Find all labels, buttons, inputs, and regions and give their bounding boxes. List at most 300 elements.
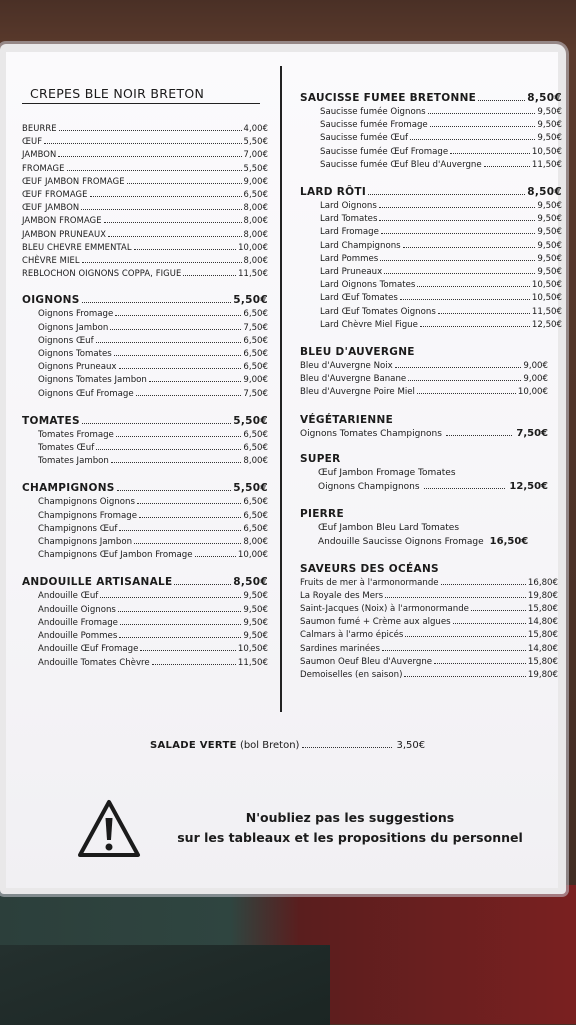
menu-item: [22, 617, 268, 630]
item-name: Champignons Œuf: [38, 523, 118, 534]
menu-item: [300, 132, 562, 145]
menu-item: [22, 510, 268, 523]
section-header: [300, 186, 562, 198]
combo-description: [300, 522, 562, 549]
menu-item: [22, 657, 268, 670]
item-price: 9,50€: [537, 201, 562, 212]
menu-item: [300, 616, 558, 629]
leader-dots: [446, 435, 512, 436]
item-name: Sardines marinées: [300, 643, 380, 654]
combo-line-1: Œuf Jambon Bleu Lard Tomates: [318, 522, 460, 533]
leader-dots: [116, 436, 242, 437]
leader-dots: [140, 650, 236, 651]
section-header: [22, 294, 268, 306]
section-name: PIERRE: [300, 507, 344, 520]
combo-price: 12,50€: [509, 480, 548, 492]
item-name: BLEU CHEVRE EMMENTAL: [22, 241, 132, 252]
column-divider: [280, 66, 282, 712]
item-name: Saumon Oeuf Bleu d'Auvergne: [300, 656, 433, 667]
item-name: Lard Pruneaux: [320, 267, 383, 278]
item-price: 11,50€: [531, 306, 562, 317]
section-header: [300, 453, 562, 465]
menu-item: [300, 159, 562, 172]
item-name: Lard Œuf Tomates Oignons: [320, 306, 436, 317]
item-name: Bleu d'Auvergne Poire Miel: [300, 387, 415, 398]
item-name: Demoiselles (en saison): [300, 670, 403, 681]
combo-line-1: Œuf Jambon Fromage Tomates: [318, 467, 456, 478]
section-name: SAUCISSE FUMEE BRETONNE: [300, 92, 477, 104]
section-items: [300, 360, 562, 400]
section-name: OIGNONS: [22, 294, 80, 307]
section-saucisse: [300, 92, 562, 172]
section-name: SAVEURS DES OCÉANS: [300, 562, 439, 575]
item-name: Bleu d'Auvergne Banane: [300, 374, 407, 385]
item-price: 8,00€: [243, 202, 268, 213]
menu-item: [300, 226, 562, 239]
item-price: 15,80€: [527, 656, 558, 667]
item-name: Oignons Tomates Jambon: [38, 375, 147, 386]
item-price: 15,80€: [527, 604, 558, 615]
section-items: [300, 200, 562, 332]
item-price: 9,50€: [537, 240, 562, 251]
menu-item: [300, 603, 558, 616]
item-price: 9,50€: [243, 591, 268, 602]
menu-item: [300, 253, 562, 266]
menu-item: [22, 630, 268, 643]
item-name: Fruits de mer à l'armonormande: [300, 577, 439, 588]
leader-dots: [478, 100, 525, 101]
menu-item: [300, 590, 558, 603]
item-price: 6,50€: [243, 189, 268, 200]
menu-item: [22, 267, 268, 280]
item-name: Calmars à l'armo épicés: [300, 630, 404, 641]
item-name: Saint-Jacques (Noix) à l'armonormande: [300, 604, 469, 615]
item-price: 10,50€: [531, 280, 562, 291]
menu-item: [22, 536, 268, 549]
menu-item: [22, 604, 268, 617]
leader-dots: [183, 275, 236, 276]
item-price: 8,00€: [243, 215, 268, 226]
base-crepes-list: [22, 122, 268, 280]
item-price: 6,50€: [243, 349, 268, 360]
item-price: 10,50€: [237, 644, 268, 655]
salad-name: SALADE VERTE: [150, 740, 237, 751]
item-price: 8,00€: [243, 228, 268, 239]
menu-item: [300, 266, 562, 279]
item-price: 10,00€: [517, 387, 548, 398]
item-name: Oignons Jambon: [38, 322, 109, 333]
leader-dots: [441, 584, 526, 585]
leader-dots: [108, 236, 241, 237]
item-name: JAMBON PRUNEAUX: [22, 228, 107, 239]
section-price: 5,50€: [233, 294, 268, 307]
leader-dots: [395, 367, 522, 368]
menu-item: [22, 188, 268, 201]
combo-text: Oignons Champignons: [318, 481, 420, 492]
leader-dots: [408, 380, 521, 381]
section-header: [300, 508, 562, 520]
item-price: 9,50€: [537, 214, 562, 225]
menu-item: [300, 119, 562, 132]
leader-dots: [403, 247, 536, 248]
item-name: Lard Œuf Tomates: [320, 293, 398, 304]
leader-dots: [368, 194, 525, 195]
item-name: REBLOCHON OIGNONS COPPA, FIGUE: [22, 268, 182, 279]
section-items: [300, 106, 562, 172]
combo-description: [300, 467, 562, 494]
section-pierre: [300, 508, 562, 549]
item-price: 6,50€: [243, 335, 268, 346]
section-oignons: [22, 294, 268, 400]
item-price: 11,50€: [237, 657, 268, 668]
item-name: Champignons Oignons: [38, 497, 135, 508]
menu-item: [300, 373, 548, 386]
item-price: 9,50€: [537, 253, 562, 264]
leader-dots: [384, 273, 535, 274]
leader-dots: [134, 249, 237, 250]
item-name: Saucisse fumée Œuf Bleu d'Auvergne: [320, 159, 482, 170]
menu-title: CREPES BLE NOIR BRETON: [22, 86, 260, 104]
item-price: 9,50€: [243, 617, 268, 628]
section-header: [300, 563, 562, 575]
item-price: 9,00€: [523, 374, 548, 385]
item-price: 10,50€: [531, 146, 562, 157]
leader-dots: [114, 355, 242, 356]
menu-item: [300, 292, 562, 305]
leader-dots: [195, 556, 236, 557]
item-name: Andouille Fromage: [38, 617, 118, 628]
menu-item: [22, 254, 268, 267]
leader-dots: [484, 166, 530, 167]
item-price: 9,50€: [243, 631, 268, 642]
menu-item: [22, 455, 268, 468]
item-price: 10,00€: [238, 241, 268, 252]
item-price: 6,50€: [243, 309, 268, 320]
item-price: 10,50€: [531, 293, 562, 304]
item-price: 12,50€: [531, 319, 562, 330]
menu-item: [300, 319, 562, 332]
section-super: [300, 453, 562, 494]
item-price: 6,50€: [243, 362, 268, 373]
menu-item: [300, 577, 558, 590]
leader-dots: [152, 664, 236, 665]
section-name: LARD RÔTI: [300, 186, 367, 199]
leader-dots: [90, 196, 242, 197]
item-price: 9,50€: [537, 267, 562, 278]
section-header: [300, 346, 562, 358]
leader-dots: [119, 637, 241, 638]
menu-item: [300, 279, 562, 292]
salad-note: (bol Breton): [239, 740, 300, 751]
leader-dots: [430, 126, 536, 127]
section-header: [22, 415, 268, 427]
leader-dots: [82, 262, 242, 263]
menu-item: [22, 214, 268, 227]
item-name: Oignons Œuf Fromage: [38, 388, 134, 399]
leader-dots: [120, 624, 241, 625]
item-name: Saucisse fumée Fromage: [320, 120, 428, 131]
leader-dots: [428, 113, 536, 114]
item-name: Tomates Œuf: [38, 443, 95, 454]
section-tomates: [22, 415, 268, 469]
leader-dots: [119, 368, 242, 369]
item-price: 11,50€: [531, 159, 562, 170]
section-items: [22, 308, 268, 400]
salad-price: 3,50€: [396, 740, 426, 751]
item-price: 7,00€: [243, 149, 268, 160]
item-name: Oignons Tomates: [38, 349, 112, 360]
item-name: ŒUF JAMBON: [22, 202, 80, 213]
leader-dots: [149, 381, 242, 382]
item-name: Saumon fumé + Crème aux algues: [300, 617, 451, 628]
leader-dots: [379, 220, 535, 221]
item-price: 6,50€: [243, 510, 268, 521]
item-name: Lard Pommes: [320, 253, 379, 264]
menu-item: [22, 590, 268, 603]
menu-item: [22, 175, 268, 188]
leader-dots: [100, 597, 241, 598]
menu-item: [22, 135, 268, 148]
item-price: 16,80€: [527, 577, 558, 588]
item-price: 6,50€: [243, 429, 268, 440]
table-background: [0, 885, 576, 1024]
section-price: 8,50€: [233, 576, 268, 589]
leader-dots: [115, 315, 241, 316]
item-name: Bleu d'Auvergne Noix: [300, 361, 393, 372]
combo-description: Oignons Tomates Champignons: [300, 428, 442, 439]
leader-dots: [110, 329, 241, 330]
combo-line-2: [318, 480, 562, 494]
leader-dots: [417, 286, 530, 287]
menu-item: [300, 629, 558, 642]
leader-dots: [453, 623, 526, 624]
leader-dots: [380, 260, 535, 261]
menu-item: [22, 388, 268, 401]
item-name: Tomates Jambon: [38, 456, 109, 467]
leader-dots: [410, 139, 535, 140]
menu-item: [300, 106, 562, 119]
leader-dots: [134, 543, 241, 544]
leader-dots: [385, 597, 526, 598]
leader-dots: [58, 156, 241, 157]
menu-item: [22, 122, 268, 135]
leader-dots: [137, 503, 241, 504]
leader-dots: [118, 611, 241, 612]
menu-item: [22, 361, 268, 374]
item-name: Saucisse fumée Œuf: [320, 133, 409, 144]
menu-item: [300, 200, 562, 213]
item-name: Lard Oignons: [320, 201, 377, 212]
menu-item: [22, 322, 268, 335]
right-column: [300, 92, 562, 696]
section-name: CHAMPIGNONS: [22, 482, 115, 495]
section-price: 5,50€: [233, 482, 268, 495]
leader-dots: [67, 170, 242, 171]
item-price: 9,00€: [243, 175, 268, 186]
section-name: TOMATES: [22, 414, 80, 427]
section-price: 8,50€: [527, 186, 562, 199]
leader-dots: [424, 488, 506, 489]
item-price: 9,00€: [243, 375, 268, 386]
item-price: 5,50€: [243, 162, 268, 173]
item-price: 9,50€: [537, 227, 562, 238]
leader-dots: [405, 636, 526, 637]
table-cloth: [0, 945, 330, 1025]
menu-item: [22, 549, 268, 562]
item-name: Saucisse fumée Oignons: [320, 107, 426, 117]
section-name: VÉGÉTARIENNE: [300, 413, 394, 426]
item-name: BEURRE: [22, 123, 57, 133]
item-name: Oignons Pruneaux: [38, 362, 117, 373]
warning-triangle-icon: [76, 798, 142, 860]
menu-item: [22, 148, 268, 161]
section-lard: [300, 186, 562, 332]
item-price: 9,50€: [537, 120, 562, 131]
item-price: 9,50€: [243, 604, 268, 615]
menu-item: [22, 241, 268, 254]
item-price: 7,50€: [243, 388, 268, 399]
item-name: Oignons Œuf: [38, 335, 94, 346]
leader-dots: [82, 423, 231, 424]
item-price: 10,00€: [237, 550, 268, 561]
section-champignons: [22, 482, 268, 562]
leader-dots: [119, 530, 241, 531]
item-name: Champignons Œuf Jambon Fromage: [38, 550, 193, 561]
item-name: CHÈVRE MIEL: [22, 255, 80, 266]
menu-item: [22, 374, 268, 387]
item-price: 9,00€: [523, 361, 548, 372]
menu-item: [22, 643, 268, 656]
leader-dots: [136, 395, 242, 396]
item-price: 4,00€: [243, 123, 268, 133]
item-price: 19,80€: [527, 590, 558, 601]
menu-item: [22, 523, 268, 536]
menu-item: [300, 306, 562, 319]
menu-item: [300, 213, 562, 226]
item-name: Andouille Oignons: [38, 604, 116, 615]
item-name: Lard Chèvre Miel Figue: [320, 319, 418, 330]
item-price: 6,50€: [243, 497, 268, 508]
leader-dots: [438, 313, 530, 314]
section-header: [300, 92, 562, 104]
leader-dots: [96, 342, 242, 343]
section-header: [22, 482, 268, 494]
item-price: 9,50€: [537, 133, 562, 144]
leader-dots: [417, 393, 516, 394]
item-price: 6,50€: [243, 443, 268, 454]
leader-dots: [471, 610, 526, 611]
leader-dots: [404, 676, 525, 677]
item-price: 11,50€: [238, 268, 268, 279]
menu-item: [22, 335, 268, 348]
combo-line-2: [318, 535, 562, 549]
menu-item: [22, 348, 268, 361]
section-andouille: [22, 576, 268, 669]
suggestions-notice: [150, 808, 550, 848]
menu-item: [22, 228, 268, 241]
menu-item: [22, 308, 268, 321]
item-name: Oignons Fromage: [38, 309, 114, 320]
item-name: ŒUF: [22, 136, 43, 147]
item-name: Andouille Œuf: [38, 591, 99, 602]
menu-item: [300, 669, 558, 682]
leader-dots: [104, 222, 242, 223]
section-bleu: [300, 346, 562, 400]
item-price: 8,00€: [243, 537, 268, 548]
base-crepes-rows: [22, 122, 268, 280]
leader-dots: [382, 650, 526, 651]
section-items: [22, 590, 268, 669]
section-header: [300, 414, 562, 426]
menu-item: [300, 656, 558, 669]
item-price: 14,80€: [527, 643, 558, 654]
item-name: Andouille Pommes: [38, 631, 118, 642]
leader-dots: [82, 302, 232, 303]
menu-item: [300, 240, 562, 253]
menu-item: [22, 496, 268, 509]
item-price: 8,00€: [243, 456, 268, 467]
leader-dots: [174, 584, 231, 585]
leader-dots: [434, 663, 526, 664]
leader-dots: [96, 449, 241, 450]
item-price: 8,00€: [243, 255, 268, 266]
menu-item: [300, 360, 548, 373]
menu-item: [300, 643, 558, 656]
item-name: ŒUF JAMBON FROMAGE: [22, 175, 125, 186]
combo-price: 16,50€: [489, 535, 529, 547]
menu-item: [22, 201, 268, 214]
menu-item: [22, 442, 268, 455]
left-column: [22, 86, 268, 684]
item-name: Andouille Œuf Fromage: [38, 644, 139, 655]
leader-dots: [111, 462, 242, 463]
leader-dots: [302, 747, 392, 748]
notice-line-2: sur les tableaux et les propositions du personnel: [177, 830, 523, 845]
menu-item: [300, 146, 562, 159]
combo-price: 7,50€: [516, 427, 548, 439]
leader-dots: [117, 490, 232, 491]
item-price: 6,50€: [243, 523, 268, 534]
item-price: 5,50€: [243, 136, 268, 147]
section-vegetarienne: [300, 414, 562, 439]
section-items: [300, 577, 562, 683]
leader-dots: [44, 143, 241, 144]
item-name: La Royale des Mers: [300, 590, 384, 601]
item-name: JAMBON: [22, 149, 57, 160]
item-name: Saucisse fumée Œuf Fromage: [320, 146, 449, 157]
section-price: 5,50€: [233, 414, 268, 427]
section-oceans: [300, 563, 562, 683]
leader-dots: [59, 130, 242, 131]
item-price: 9,50€: [537, 107, 562, 117]
combo-text: Andouille Saucisse Oignons Fromage: [318, 536, 484, 547]
item-price: 7,50€: [243, 322, 268, 333]
notice-line-1: N'oubliez pas les suggestions: [245, 810, 455, 825]
item-name: Tomates Fromage: [38, 429, 114, 440]
item-name: Lard Oignons Tomates: [320, 280, 416, 291]
menu-item: [22, 429, 268, 442]
menu-item: [22, 162, 268, 175]
item-name: Champignons Fromage: [38, 510, 138, 521]
section-items: [22, 429, 268, 469]
salad-line: [150, 740, 425, 751]
menu-item: [300, 386, 548, 399]
item-name: Lard Champignons: [320, 240, 401, 251]
item-name: Lard Tomates: [320, 214, 378, 225]
leader-dots: [81, 209, 241, 210]
section-price: 8,50€: [527, 92, 562, 104]
leader-dots: [420, 326, 530, 327]
